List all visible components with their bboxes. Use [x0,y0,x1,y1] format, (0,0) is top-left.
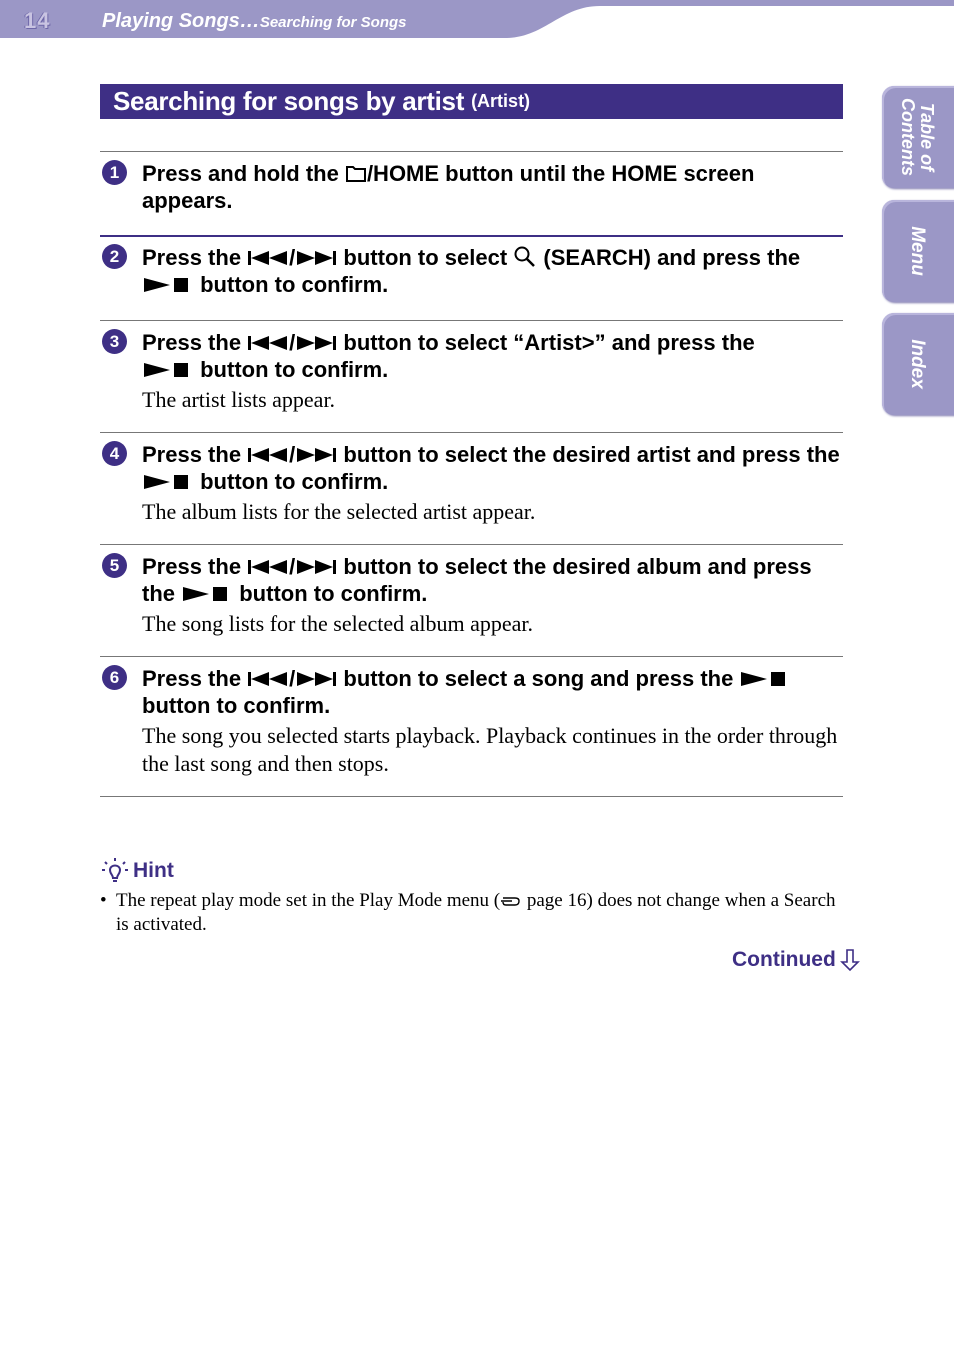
separator: / [289,245,296,270]
instruction-text: Press the [142,330,248,355]
hint-text [116,889,841,937]
instruction-text: button to select the desired artist and press the [337,442,840,467]
play-stop-icon [142,361,194,379]
divider [100,320,843,321]
divider [100,151,843,152]
hint-heading [100,856,174,886]
step-number: 1 [102,160,127,185]
divider [100,656,843,657]
instruction-text: Press the [142,666,248,691]
instruction-text: button to select a song and press the [337,666,740,691]
page-number: 14 [24,8,51,33]
separator: / [289,554,296,579]
instruction-text: button to select “Artist>” and press the [337,330,755,355]
instruction-text: button to confirm. [142,693,331,718]
continued-link[interactable] [732,948,860,972]
step-note: The song you selected starts playback. Playback continues in the order through the last song and then stops. [142,723,838,776]
step-instruction [142,553,847,607]
step-note: The artist lists appear. [142,387,336,412]
divider [100,796,843,797]
tab-index[interactable] [882,313,954,415]
play-stop-icon [739,670,791,688]
folder-home-icon [345,163,367,183]
step-instruction [142,665,847,719]
instruction-text: button to confirm. [194,357,389,382]
previous-track-icon [247,670,289,688]
previous-track-icon [247,334,289,352]
instruction-text: button to select [337,245,514,270]
section-title-suffix: (Artist) [471,91,531,111]
instruction-text: Press the [142,442,248,467]
breadcrumb-main: Playing Songs… [102,10,260,32]
separator: / [289,330,296,355]
step-instruction [142,244,847,298]
previous-track-icon [247,249,289,267]
next-track-icon [295,446,337,464]
previous-track-icon [247,558,289,576]
breadcrumb [102,10,407,33]
step-instruction [142,329,847,383]
page-header [0,0,954,40]
instruction-text: button to select the desired album and press the [142,554,812,606]
instruction-text: /HOME button until the HOME screen appears. [142,161,755,213]
step-number: 4 [102,441,127,466]
hint-text-after: page 16) does not change when a Search is activated. [116,890,836,935]
next-track-icon [295,558,337,576]
step-number: 2 [102,244,127,269]
next-track-icon [295,334,337,352]
separator: / [289,666,296,691]
step-instruction [142,160,847,214]
instruction-text: (SEARCH) and press the [537,245,801,270]
instruction-text: button to confirm. [194,469,389,494]
continued-label: Continued [732,948,836,971]
lightbulb-icon [100,856,130,886]
instruction-text: Press the [142,245,248,270]
breadcrumb-sub: Searching for Songs [259,14,407,31]
pointing-hand-icon [500,892,522,908]
play-stop-icon [181,585,233,603]
play-stop-icon [142,473,194,491]
instruction-text: button to confirm. [194,272,389,297]
arrow-down-icon [840,948,860,972]
search-icon [513,245,537,267]
hint-text-before: The repeat play mode set in the Play Mode menu ( [116,890,501,911]
tab-index-label: Index [907,339,928,389]
divider [100,544,843,545]
section-title-text: Searching for songs by artist [113,86,465,116]
step-number: 6 [102,665,127,690]
bullet: • [100,890,107,911]
previous-track-icon [247,446,289,464]
section-title [100,84,843,119]
step-number: 5 [102,553,127,578]
step-note: The song lists for the selected album appear. [142,611,533,636]
tab-table-of-contents-label: Table of Contents [898,98,937,176]
tab-table-of-contents[interactable] [882,86,954,188]
divider [100,235,843,237]
tab-menu[interactable] [882,200,954,302]
tab-menu-label: Menu [906,226,928,276]
instruction-text: Press and hold the [142,161,345,186]
step-note: The album lists for the selected artist appear. [142,499,536,524]
step-number: 3 [102,329,127,354]
next-track-icon [295,670,337,688]
separator: / [289,442,296,467]
instruction-text: Press the [142,554,248,579]
divider [100,432,843,433]
instruction-text: button to confirm. [233,581,428,606]
play-stop-icon [142,276,194,294]
step-instruction [142,441,847,495]
hint-label: Hint [133,859,174,882]
next-track-icon [295,249,337,267]
